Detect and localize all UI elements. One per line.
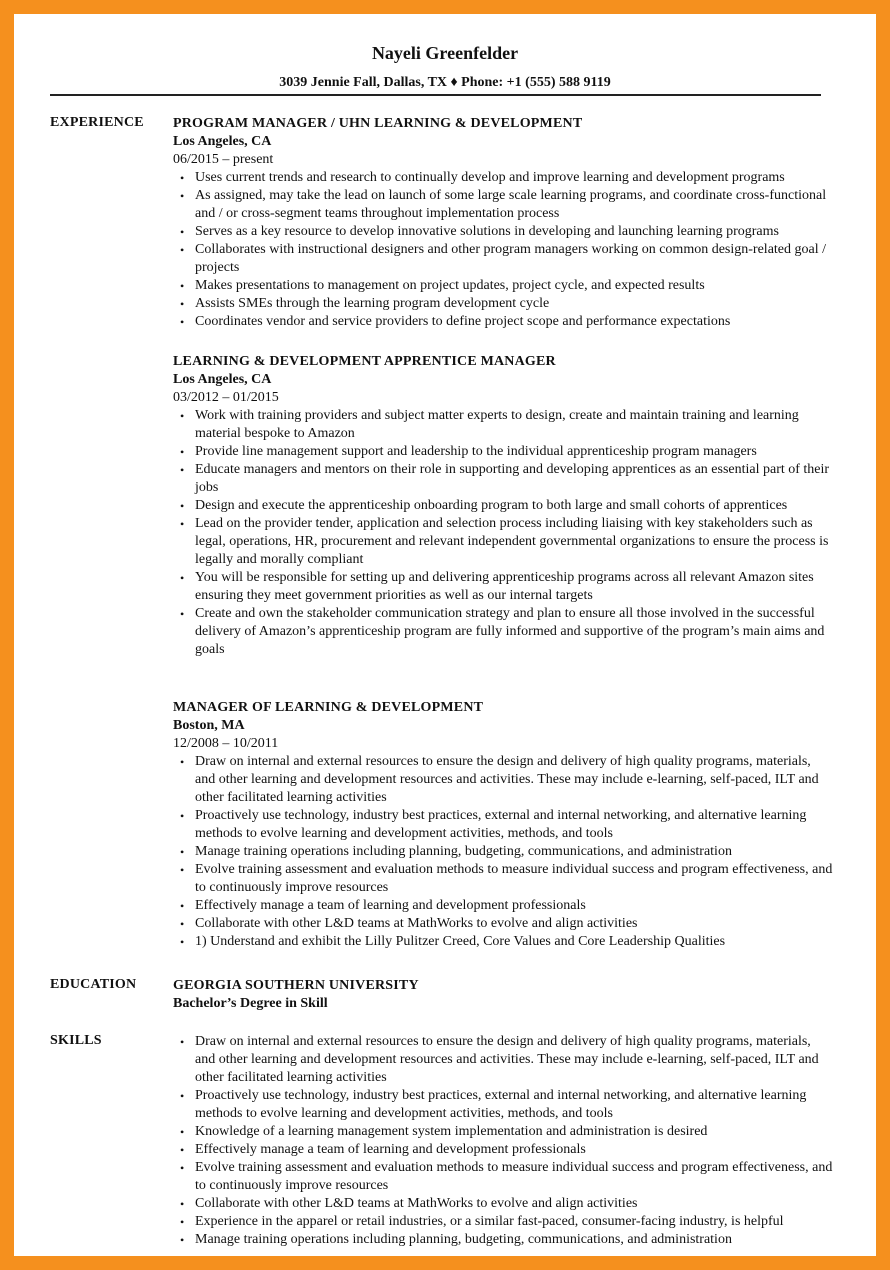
candidate-name: Nayeli Greenfelder [371, 43, 519, 63]
job-dates: 12/2008 – 10/2011 [173, 736, 279, 751]
list-item: • Effectively manage a team of learning and development professionals [173, 897, 833, 915]
experience-heading: EXPERIENCE [50, 115, 144, 130]
job-title: MANAGER OF LEARNING & DEVELOPMENT [173, 700, 484, 715]
school-name: GEORGIA SOUTHERN UNIVERSITY [173, 978, 419, 993]
list-item: • Create and own the stakeholder communication strategy and plan to ensure all those involved in the successful delivery of Amazon’s apprenticeship program are fully informed and supportive of the program’s main aims and goals [173, 605, 833, 659]
list-item: • Draw on internal and external resources to ensure the design and delivery of high quality programs, materials, and other learning and development resources and activities. These may include e-learning, self-paced, ILT and other facilitated learning activities [173, 753, 833, 807]
education-entry [173, 977, 833, 1013]
list-item: • Work with training providers and subject matter experts to design, create and maintain training and learning material bespoke to Amazon [173, 407, 833, 443]
list-item: • Evolve training assessment and evaluation methods to measure individual success and program effectiveness, and to continuously improve resources [173, 1159, 833, 1195]
resume-page [14, 14, 876, 1256]
list-item: • Collaborate with other L&D teams at MathWorks to evolve and align activities [173, 915, 833, 933]
skills-list-wrapper [173, 1033, 833, 1249]
list-item: • Makes presentations to management on project updates, project cycle, and expected results [173, 277, 833, 295]
job-title: PROGRAM MANAGER / UHN LEARNING & DEVELOPMENT [173, 116, 583, 131]
skills-heading: SKILLS [50, 1033, 102, 1048]
job-dates: 03/2012 – 01/2015 [173, 390, 279, 405]
list-item: • Provide line management support and leadership to the individual apprenticeship program managers [173, 443, 833, 461]
job-title: LEARNING & DEVELOPMENT APPRENTICE MANAGER [173, 354, 556, 369]
list-item: • Uses current trends and research to continually develop and improve learning and development programs [173, 169, 833, 187]
contact-line: 3039 Jennie Fall, Dallas, TX ♦ Phone: +1 (555) 588 9119 [279, 75, 611, 90]
list-item: • Collaborate with other L&D teams at MathWorks to evolve and align activities [173, 1195, 833, 1213]
list-item: • Evolve training assessment and evaluation methods to measure individual success and program effectiveness, and to continuously improve resources [173, 861, 833, 897]
job-dates: 06/2015 – present [173, 152, 274, 167]
job-3 [173, 699, 833, 951]
list-item: • Knowledge of a learning management system implementation and administration is desired [173, 1123, 833, 1141]
header-divider [50, 94, 821, 96]
list-item: • Effectively manage a team of learning and development professionals [173, 1141, 833, 1159]
list-item: • Educate managers and mentors on their role in supporting and developing apprentices as an essential part of their jobs [173, 461, 833, 497]
job-duties [173, 407, 833, 659]
job-location: Boston, MA [173, 718, 245, 733]
list-item: • Collaborates with instructional designers and other program managers working on common design-related goal / projects [173, 241, 833, 277]
list-item: • Experience in the apparel or retail industries, or a similar fast-paced, consumer-facing industry, is helpful [173, 1213, 833, 1231]
degree: Bachelor’s Degree in Skill [173, 996, 328, 1011]
list-item: • Serves as a key resource to develop innovative solutions in developing and launching learning programs [173, 223, 833, 241]
list-item: • Manage training operations including planning, budgeting, communications, and administration [173, 1231, 833, 1249]
list-item: • Manage training operations including planning, budgeting, communications, and administration [173, 843, 833, 861]
list-item: • Proactively use technology, industry best practices, external and internal networking, and alternative learning methods to evolve learning and development activities, methods, and tools [173, 1087, 833, 1123]
job-location: Los Angeles, CA [173, 134, 272, 149]
education-heading: EDUCATION [50, 977, 137, 992]
list-item: • Design and execute the apprenticeship onboarding program to both large and small cohorts of apprentices [173, 497, 833, 515]
job-location: Los Angeles, CA [173, 372, 272, 387]
list-item: • Draw on internal and external resources to ensure the design and delivery of high quality programs, materials, and other learning and development resources and activities. These may include e-learning, self-paced, ILT and other facilitated learning activities [173, 1033, 833, 1087]
job-duties [173, 753, 833, 951]
skills-list [173, 1033, 833, 1249]
list-item: • Proactively use technology, industry best practices, external and internal networking, and alternative learning methods to evolve learning and development activities, methods, and tools [173, 807, 833, 843]
list-item: • You will be responsible for setting up and delivering apprenticeship programs across all relevant Amazon sites ensuring they meet government priorities as well as our internal targets [173, 569, 833, 605]
job-2 [173, 353, 833, 659]
job-1 [173, 115, 833, 331]
list-item: • Coordinates vendor and service providers to define project scope and performance expectations [173, 313, 833, 331]
list-item: • 1) Understand and exhibit the Lilly Pulitzer Creed, Core Values and Core Leadership Qualities [173, 933, 833, 951]
job-duties [173, 169, 833, 331]
list-item: • As assigned, may take the lead on launch of some large scale learning programs, and coordinate cross-functional and / or cross-segment teams throughout implementation process [173, 187, 833, 223]
list-item: • Assists SMEs through the learning program development cycle [173, 295, 833, 313]
list-item: • Lead on the provider tender, application and selection process including liaising with key stakeholders such as legal, operations, HR, procurement and relevant independent governmental organizations to ensure the process is legally and morally compliant [173, 515, 833, 569]
